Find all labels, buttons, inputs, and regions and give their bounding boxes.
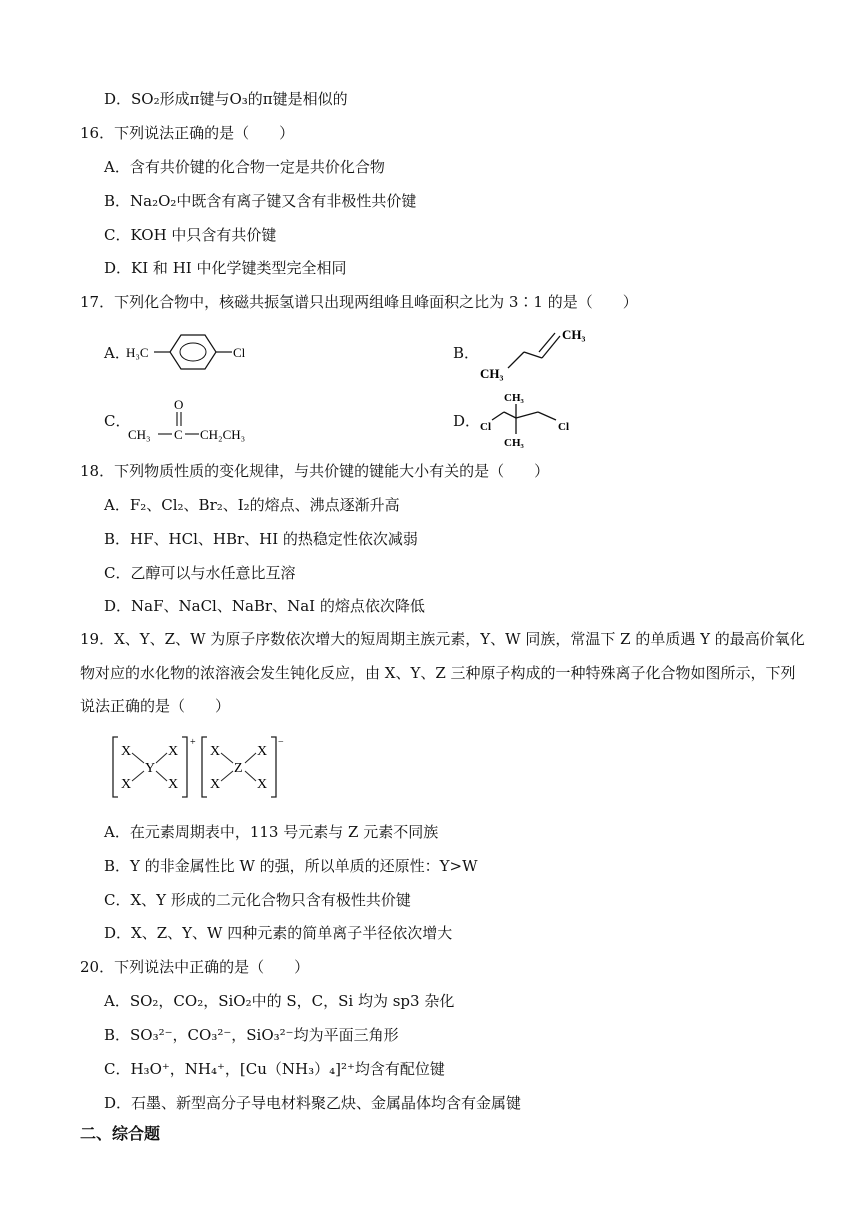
benzene-ring (170, 335, 216, 369)
fig-x8: X (257, 777, 268, 792)
fig-z: Z (234, 761, 243, 776)
q20-stem: 20．下列说法中正确的是（ ） (80, 958, 310, 976)
struct-b-top: CH₃ (562, 327, 586, 342)
q17-option-b-label: B． (453, 344, 480, 362)
fig-y: Y (145, 761, 156, 776)
q18-option-c: C．乙醇可以与水任意比互溶 (104, 564, 296, 582)
q17-structure-a (126, 327, 256, 377)
struct-c-right: CH₂CH₃ (200, 427, 246, 442)
struct-d-bottom: CH₃ (504, 437, 524, 449)
q19-ionic-structure-figure (110, 735, 285, 801)
struct-c-o: O (174, 397, 184, 412)
q19-option-c: C．X、Y 形成的二元化合物只含有极性共价键 (104, 891, 411, 909)
fig-x6: X (210, 777, 221, 792)
struct-c-c: C (174, 427, 183, 442)
q19-option-b: B．Y 的非金属性比 W 的强，所以单质的还原性：Y>W (104, 857, 478, 875)
q19-option-a: A．在元素周期表中，113 号元素与 Z 元素不同族 (104, 823, 439, 841)
struct-c-left: CH₃ (128, 427, 151, 442)
q17-structure-b (478, 322, 598, 382)
q17-option-d-label: D． (453, 412, 481, 430)
q17-stem: 17．下列化合物中，核磁共振氢谱只出现两组峰且峰面积之比为 3∶1 的是（ ） (80, 293, 638, 311)
q18-option-b: B．HF、HCl、HBr、HI 的热稳定性依次减弱 (104, 530, 418, 548)
fig-x7: X (257, 744, 268, 759)
q17-option-c-label: C． (104, 412, 131, 430)
q19-stem: 19．X、Y、Z、W 为原子序数依次增大的短周期主族元素，Y、W 同族，常温下 Z 的单质遇 Y 的最高价氧化物对应的水化物的浓溶液会发生钝化反应，由 X、Y、Z 三种原子构成的一种特殊离子化合物如图所示，下列说法正确的是（ ） (80, 630, 805, 715)
q20-option-b: B．SO₃²⁻，CO₃²⁻，SiO₃²⁻均为平面三角形 (104, 1026, 399, 1044)
q20-option-c: C．H₃O⁺，NH₄⁺，[Cu（NH₃）₄]²⁺均含有配位键 (104, 1060, 445, 1078)
struct-b-bottom: CH₃ (480, 366, 504, 381)
q16-option-d: D．KI 和 HI 中化学键类型完全相同 (104, 259, 347, 277)
q15-option-d: D．SO₂形成π键与O₃的π键是相似的 (104, 90, 348, 108)
q18-option-d: D．NaF、NaCl、NaBr、NaI 的熔点依次降低 (104, 597, 425, 615)
q18-stem: 18．下列物质性质的变化规律，与共价键的键能大小有关的是（ ） (80, 462, 550, 480)
q19-option-d: D．X、Z、Y、W 四种元素的简单离子半径依次增大 (104, 924, 453, 942)
fig-x4: X (168, 777, 179, 792)
struct-d-top: CH₃ (504, 392, 524, 404)
q17-option-a-label: A． (104, 344, 130, 362)
fig-x1: X (121, 744, 132, 759)
q18-option-a: A．F₂、Cl₂、Br₂、I₂的熔点、沸点逐渐升高 (104, 496, 400, 514)
q17-structure-c (126, 392, 266, 444)
q16-option-b: B．Na₂O₂中既含有离子键又含有非极性共价键 (104, 192, 417, 210)
section-heading-comprehensive: 二、综合题 (80, 1124, 161, 1143)
q20-option-a: A．SO₂，CO₂，SiO₂中的 S，C，Si 均为 sp3 杂化 (104, 992, 455, 1010)
q16-option-a: A．含有共价键的化合物一定是共价化合物 (104, 158, 385, 176)
q16-stem: 16．下列说法正确的是（ ） (80, 124, 295, 142)
struct-d-left: Cl (480, 421, 491, 433)
struct-a-left: H₃C (126, 345, 149, 360)
q17-structure-d (476, 388, 586, 450)
struct-d-right: Cl (558, 421, 569, 433)
q16-option-c: C．KOH 中只含有共价键 (104, 226, 277, 244)
q20-option-d: D．石墨、新型高分子导电材料聚乙炔、金属晶体均含有金属键 (104, 1094, 522, 1112)
struct-a-right: Cl (233, 345, 246, 360)
fig-x2: X (121, 777, 132, 792)
fig-x3: X (168, 744, 179, 759)
cation-charge: + (190, 737, 196, 748)
anion-charge: − (278, 737, 284, 748)
fig-x5: X (210, 744, 221, 759)
